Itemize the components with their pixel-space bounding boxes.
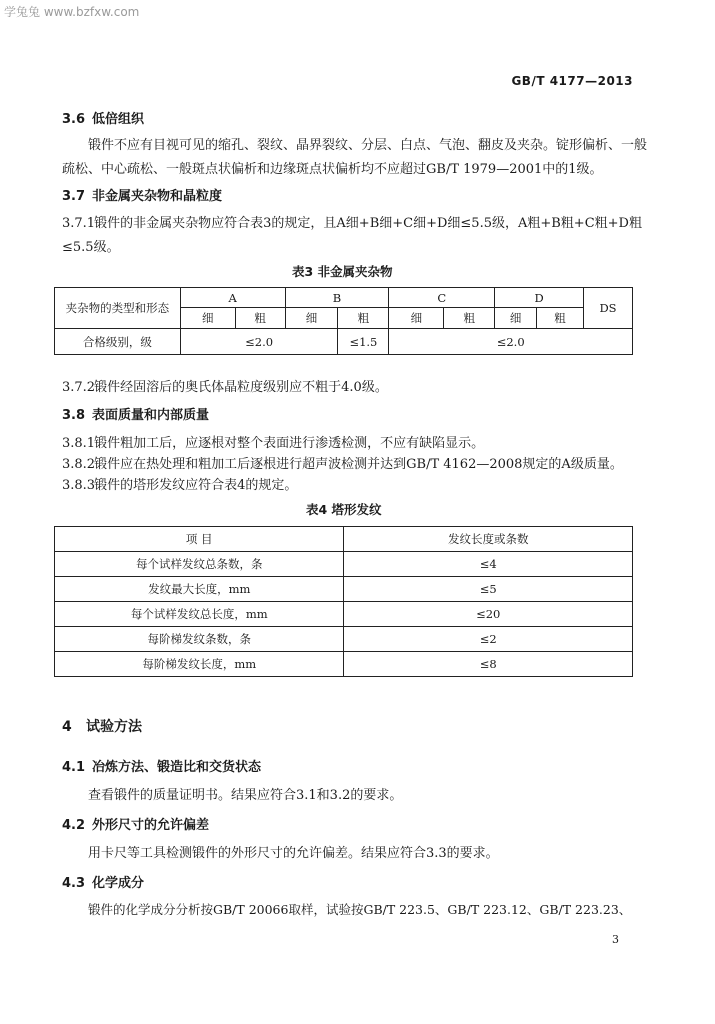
clause-3-7-1-line2: ≤5.5级。 (62, 240, 120, 255)
clause-number: 3.7.1 (62, 216, 96, 231)
heading-number: 4 (62, 719, 72, 735)
table3-value-cd: ≤2.0 (389, 329, 633, 355)
table3-ds: DS (584, 288, 633, 329)
table3-caption: 表3 非金属夹杂物 (292, 264, 393, 279)
heading-number: 3.6 (62, 112, 86, 127)
table3-sub: 细 (285, 308, 338, 329)
heading-title: 低倍组织 (92, 112, 145, 127)
clause-number: 3.8.3 (62, 478, 96, 493)
heading-4 (62, 716, 142, 736)
heading-4-3 (62, 872, 144, 891)
clause-text: 锻件经固溶后的奥氏体晶粒度级别应不粗于4.0级。 (94, 380, 388, 395)
table4-row-value: ≤5 (344, 577, 633, 602)
heading-title: 化学成分 (92, 876, 145, 891)
table3-sub: 粗 (235, 308, 285, 329)
table3-value-b: ≤1.5 (338, 329, 389, 355)
table4-row-item: 每阶梯发纹条数，条 (55, 627, 344, 652)
clause-3-8-2 (62, 453, 623, 472)
table4-row-value: ≤20 (344, 602, 633, 627)
clause-text: 锻件的非金属夹杂物应符合表3的规定，且A细+B细+C细+D细≤5.5级，A粗+B粗+C粗+D粗 (94, 216, 642, 231)
table4-row-item: 每阶梯发纹长度，mm (55, 652, 344, 677)
heading-3-7 (62, 185, 222, 204)
paragraph-4-2: 用卡尺等工具检测锻件的外形尺寸的允许偏差。结果应符合3.3的要求。 (88, 846, 499, 861)
table3-group-d: D (495, 288, 584, 308)
heading-title: 试验方法 (86, 719, 142, 735)
table4-row-value: ≤4 (344, 552, 633, 577)
table4-caption: 表4 塔形发纹 (306, 502, 382, 517)
table4 (54, 526, 633, 677)
table3-sub: 细 (180, 308, 235, 329)
table4-row-item: 每个试样发纹总长度，mm (55, 602, 344, 627)
table3-row-header: 夹杂物的类型和形态 (55, 288, 181, 329)
heading-title: 冶炼方法、锻造比和交货状态 (92, 760, 262, 775)
heading-4-1 (62, 756, 261, 775)
table4-header-item: 项 目 (55, 527, 344, 552)
watermark: 学兔兔 www.bzfxw.com (4, 5, 140, 19)
table4-row-item: 每个试样发纹总条数，条 (55, 552, 344, 577)
table3-group-c: C (389, 288, 495, 308)
clause-text: 锻件粗加工后，应逐根对整个表面进行渗透检测，不应有缺陷显示。 (94, 436, 485, 451)
table3-sub: 粗 (338, 308, 389, 329)
page-number: 3 (612, 933, 619, 946)
heading-number: 4.2 (62, 818, 86, 833)
paragraph-4-1: 查看锻件的质量证明书。结果应符合3.1和3.2的要求。 (88, 788, 403, 803)
heading-3-8 (62, 404, 209, 423)
paragraph-3-6-line2: 疏松、中心疏松、一般斑点状偏析和边缘斑点状偏析均不应超过GB/T 1979—2001中的1级。 (62, 162, 603, 177)
table3-sub: 粗 (537, 308, 584, 329)
table4-row-item: 发纹最大长度，mm (55, 577, 344, 602)
table3-sub: 细 (495, 308, 537, 329)
heading-4-2 (62, 814, 209, 833)
document-number: GB/T 4177—2013 (511, 74, 633, 88)
table3-group-a: A (180, 288, 285, 308)
table3-value-a: ≤2.0 (180, 329, 338, 355)
heading-title: 外形尺寸的允许偏差 (92, 818, 210, 833)
heading-3-6 (62, 108, 144, 127)
table4-row-value: ≤2 (344, 627, 633, 652)
clause-number: 3.7.2 (62, 380, 96, 395)
table3-sub: 粗 (444, 308, 495, 329)
heading-number: 3.7 (62, 189, 86, 204)
heading-number: 3.8 (62, 408, 86, 423)
clause-3-7-2 (62, 376, 388, 395)
heading-title: 非金属夹杂物和晶粒度 (92, 189, 223, 204)
table3 (54, 287, 633, 355)
table3-value-label: 合格级别，级 (55, 329, 181, 355)
heading-number: 4.3 (62, 876, 86, 891)
clause-3-8-3 (62, 474, 297, 493)
paragraph-4-3: 锻件的化学成分分析按GB/T 20066取样，试验按GB/T 223.5、GB/T 223.12、GB/T 223.23、 (88, 902, 632, 917)
clause-number: 3.8.1 (62, 436, 96, 451)
paragraph-3-6-line1: 锻件不应有目视可见的缩孔、裂纹、晶界裂纹、分层、白点、气泡、翻皮及夹杂。锭形偏析、一般 (88, 138, 648, 153)
clause-text: 锻件的塔形发纹应符合表4的规定。 (94, 478, 298, 493)
clause-number: 3.8.2 (62, 457, 96, 472)
clause-text: 锻件应在热处理和粗加工后逐根进行超声波检测并达到GB/T 4162—2008规定的A级质量。 (94, 457, 623, 472)
clause-3-7-1 (62, 212, 642, 231)
heading-title: 表面质量和内部质量 (92, 408, 210, 423)
table4-header-value: 发纹长度或条数 (344, 527, 633, 552)
table3-group-b: B (285, 288, 389, 308)
table3-sub: 细 (389, 308, 444, 329)
table4-row-value: ≤8 (344, 652, 633, 677)
clause-3-8-1 (62, 432, 484, 451)
heading-number: 4.1 (62, 760, 86, 775)
